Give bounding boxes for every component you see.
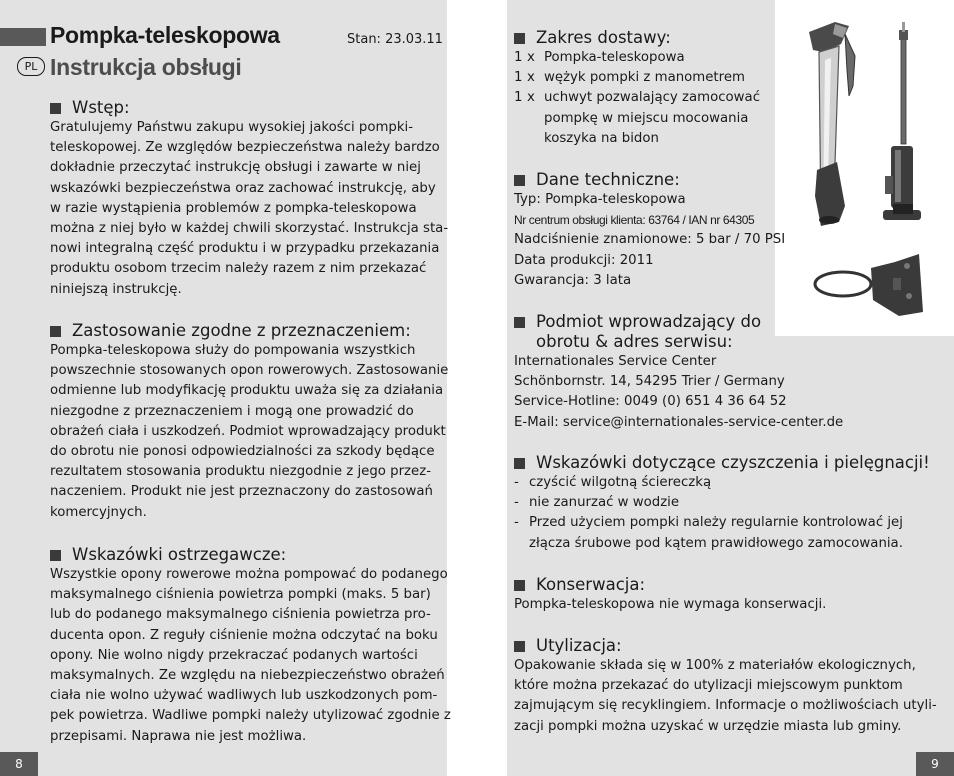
text-line: lub do podanego maksymalnego ciśnienia powietrza pro- <box>50 607 431 623</box>
bullet-square-icon <box>50 550 61 561</box>
section-heading: Wskazówki ostrzegawcze: <box>50 545 451 565</box>
section-heading: Dane techniczne: <box>514 170 785 190</box>
text-line: Gratulujemy Państwu zakupu wysokiej jakości pompki- <box>50 120 414 135</box>
list-item <box>514 109 760 129</box>
text-line: Pompka-teleskopowa służy do pompowania wszystkich <box>50 343 416 358</box>
section-heading: Wstęp: <box>50 98 448 118</box>
section-body <box>50 565 451 747</box>
text-line: komercyjnych. <box>50 504 147 520</box>
delivery-list <box>514 48 760 149</box>
text-line: Wszystkie opony rowerowe można pompować do podanego <box>50 567 448 582</box>
text-line: pek powietrza. Wadliwe pompki należy utylizować zgodnie z <box>50 708 451 724</box>
item-quantity: 1 <box>514 70 523 86</box>
spec-pressure: Nadciśnienie znamionowe: 5 bar / 70 PSI <box>514 232 786 248</box>
text-line: niniejszą instrukcję. <box>50 281 182 297</box>
text-line: Service-Hotline: 0049 (0) 651 4 36 64 52 <box>514 394 787 410</box>
text-line: produktu osobom trzecim należy razem z nim przekazać <box>50 261 427 277</box>
text-line: rezultatem stosowania produktu niezgodnie z jego przez- <box>50 464 431 480</box>
list-item <box>514 473 930 493</box>
page-number-left: 8 <box>0 752 38 776</box>
item-quantity: 1 <box>514 50 523 65</box>
bullet-square-icon <box>514 175 525 186</box>
text-line: Opakowanie składa się w 100% z materiałów ekologicznych, <box>514 658 916 673</box>
item-multiplier: x <box>527 90 535 106</box>
bullet-square-icon <box>514 317 525 328</box>
section-body <box>50 341 448 523</box>
list-item <box>514 493 930 513</box>
text-line: do obrotu nie ponosi odpowiedzialności za szkody będące <box>50 444 435 460</box>
dash-bullet: - <box>514 495 519 511</box>
text-line: naczeniem. Produkt nie jest przeznaczony do zastosowań <box>50 484 433 500</box>
text-line: maksymalnego ciśnienia powietrza pompki (maks. 5 bar) <box>50 587 431 603</box>
section-heading: Zastosowanie zgodne z przeznaczeniem: <box>50 321 448 341</box>
bullet-square-icon <box>50 326 61 337</box>
text-line: opony. Nie wolno nigdy przekraczać podanych wartości <box>50 647 418 663</box>
text-line: zajmującym się recyklingiem. Informacje o możliwościach utyli- <box>514 698 937 714</box>
list-item <box>514 68 760 88</box>
list-item <box>514 48 760 68</box>
page-gutter <box>447 0 507 776</box>
text-line: które można przekazać do utylizacji miejscowym punktom <box>514 678 903 694</box>
manual-subtitle: Instrukcja obsługi <box>50 54 242 80</box>
item-multiplier: x <box>527 70 535 86</box>
section-heading: Wskazówki dotyczące czyszczenia i pielęgnacji! <box>514 453 930 473</box>
section-podmiot <box>514 312 843 433</box>
product-photo <box>775 0 954 336</box>
page-number-right: 9 <box>916 752 954 776</box>
section-ostrzegawcze <box>50 545 451 747</box>
section-zakres <box>514 28 760 149</box>
section-body <box>514 656 937 737</box>
list-item <box>514 129 760 149</box>
section-heading: Podmiot wprowadzający do obrotu & adres serwisu: <box>514 312 843 352</box>
item-multiplier: x <box>527 50 535 65</box>
text-line: wskazówki bezpieczeństwa oraz zachować instrukcję, aby <box>50 180 436 196</box>
revision-date: Stan: 23.03.11 <box>347 32 443 47</box>
item-text: nie zanurzać w wodzie <box>529 495 680 511</box>
text-line: zacji pompki można uzyskać w urzędzie miasta lub gminy. <box>514 718 902 734</box>
text-line: niezgodne z przeznaczeniem i mogą one prowadzić do <box>50 403 414 419</box>
pump-body-icon <box>809 22 855 226</box>
section-czyszczenie <box>514 453 930 554</box>
bullet-square-icon <box>50 103 61 114</box>
item-text: czyścić wilgotną ściereczką <box>529 475 712 490</box>
bottle-holder-icon <box>815 254 923 316</box>
text-line: maksymalnych. Ze względu na niebezpieczeństwo obrażeń <box>50 668 445 684</box>
text-line: ciała nie wolno używać wadliwych lub uszkodzonych pom- <box>50 688 438 704</box>
text-line: powszechnie stosowanych opon rowerowych. Zastosowanie <box>50 363 449 379</box>
section-heading: Utylizacja: <box>514 636 937 656</box>
section-body <box>514 352 843 433</box>
title-accent-bar <box>0 28 46 46</box>
list-item <box>514 88 760 108</box>
product-title: Pompka-teleskopowa <box>50 22 280 48</box>
text-line: w razie wystąpienia problemów z pompka-teleskopowa <box>50 200 417 216</box>
text-line: ducenta opon. Z reguły ciśnienie można odczytać na boku <box>50 627 438 643</box>
item-text: uchwyt pozwalający zamocować <box>544 90 761 106</box>
dash-bullet: - <box>514 515 519 531</box>
item-text: koszyka na bidon <box>544 130 659 146</box>
dash-bullet: - <box>514 475 519 490</box>
item-quantity: 1 <box>514 90 523 106</box>
text-line: Internationales Service Center <box>514 354 717 369</box>
text-line: obrażeń ciała i uszkodzeń. Podmiot wprowadzający produkt <box>50 423 446 439</box>
pump-tube-icon <box>883 22 921 220</box>
spec-typ: Typ: Pompka-teleskopowa <box>514 192 686 207</box>
text-line: nowi integralną część produktu i w przypadku przekazania <box>50 241 440 257</box>
item-text: Przed użyciem pompki należy regularnie kontrolować jej <box>529 515 903 531</box>
spec-warranty: Gwarancja: 3 lata <box>514 272 632 288</box>
item-text: pompkę w miejscu mocowania <box>544 110 749 126</box>
text-line: teleskopowej. Ze względów bezpieczeństwa należy bardzo <box>50 140 440 156</box>
text-line: E-Mail: service@internationales-service-center.de <box>514 414 844 430</box>
language-badge: PL <box>17 57 45 76</box>
item-text: Pompka-teleskopowa <box>544 50 685 65</box>
text-line: dokładnie przeczytać instrukcję obsługi i zawarte w niej <box>50 160 421 176</box>
section-konserwacja <box>514 575 826 615</box>
text-line: Schönbornstr. 14, 54295 Trier / Germany <box>514 374 785 390</box>
section-utylizacja <box>514 636 937 737</box>
pump-illustration-icon <box>775 0 954 336</box>
item-text: wężyk pompki z manometrem <box>544 70 745 86</box>
bullet-square-icon <box>514 641 525 652</box>
text-line: można z niej było w każdej chwili skorzystać. Instrukcja sta- <box>50 221 449 237</box>
item-text: złącza śrubowe pod kątem prawidłowego zamocowania. <box>529 535 903 551</box>
section-zastosowanie <box>50 321 448 523</box>
section-wstep <box>50 98 448 300</box>
section-heading: Konserwacja: <box>514 575 826 595</box>
bullet-square-icon <box>514 580 525 591</box>
cleaning-list <box>514 473 930 554</box>
spec-production-date: Data produkcji: 2011 <box>514 252 654 268</box>
list-item <box>514 534 930 554</box>
bullet-square-icon <box>514 33 525 44</box>
bullet-square-icon <box>514 458 525 469</box>
section-body <box>50 118 448 300</box>
text-line: przepisami. Naprawa nie jest możliwa. <box>50 728 307 744</box>
section-heading: Zakres dostawy: <box>514 28 760 48</box>
spec-service-number: Nr centrum obsługi klienta: 63764 / IAN nr 64305 <box>514 213 755 228</box>
section-body: Pompka-teleskopowa nie wymaga konserwacji. <box>514 597 827 612</box>
text-line: odmienne lub modyfikację produktu uważa się za działania <box>50 383 444 399</box>
section-dane <box>514 170 785 291</box>
list-item <box>514 513 930 533</box>
